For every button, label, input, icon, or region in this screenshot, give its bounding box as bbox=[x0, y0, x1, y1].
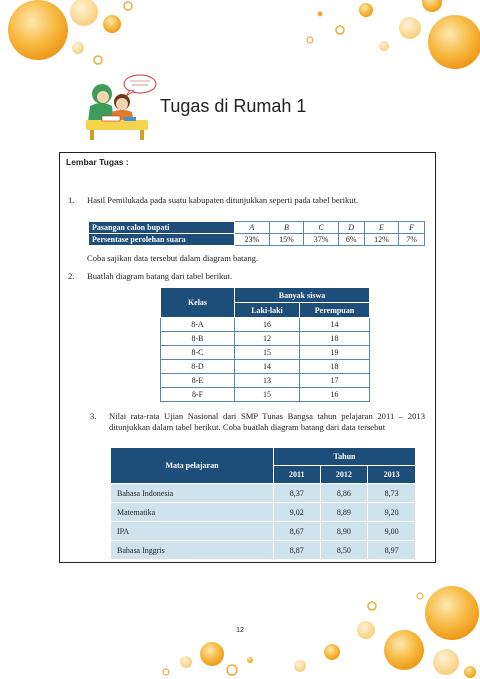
table-cell: 8-D bbox=[161, 360, 235, 374]
table-cell: IPA bbox=[111, 522, 274, 541]
task-sheet bbox=[59, 152, 436, 563]
table-row bbox=[89, 234, 425, 246]
table-cell: E bbox=[364, 222, 399, 234]
table-header: Pasangan calon bupati bbox=[89, 222, 235, 234]
bubble bbox=[318, 12, 323, 17]
table-cell: 17 bbox=[300, 374, 370, 388]
table-header: 2013 bbox=[368, 466, 416, 484]
election-table bbox=[88, 221, 425, 246]
table-cell: 9,20 bbox=[368, 503, 416, 522]
table-row bbox=[161, 346, 370, 360]
table-row bbox=[111, 448, 416, 466]
instruction-text: Coba sajikan data tersebut dalam diagram batang. bbox=[87, 253, 259, 263]
table-cell: A bbox=[235, 222, 270, 234]
table-cell: 13 bbox=[235, 374, 300, 388]
table-cell: 9,00 bbox=[368, 522, 416, 541]
task-label: Lembar Tugas : bbox=[66, 157, 129, 167]
table-cell: 18 bbox=[300, 360, 370, 374]
table-cell: D bbox=[338, 222, 364, 234]
table-header: Laki-laki bbox=[235, 303, 300, 318]
table-cell: 6% bbox=[338, 234, 364, 246]
bubble bbox=[384, 630, 424, 670]
table-row bbox=[111, 541, 416, 560]
table-cell: 8-A bbox=[161, 318, 235, 332]
table-cell: 9,02 bbox=[274, 503, 321, 522]
table-cell: 15 bbox=[235, 346, 300, 360]
table-row bbox=[111, 522, 416, 541]
bubble bbox=[368, 602, 376, 610]
table-cell: 8,89 bbox=[320, 503, 368, 522]
table-cell: F bbox=[399, 222, 425, 234]
table-cell: 14 bbox=[235, 360, 300, 374]
table-cell: 8,87 bbox=[274, 541, 321, 560]
question-number: 1. bbox=[68, 195, 75, 205]
question-text: Buatlah diagram batang dari tabel berikut. bbox=[87, 271, 233, 281]
bubble bbox=[399, 17, 421, 39]
bubble bbox=[247, 657, 253, 663]
table-cell: 15 bbox=[235, 388, 300, 402]
bubble bbox=[294, 660, 306, 672]
table-cell: Bahasa Indonesia bbox=[111, 484, 274, 503]
table-row bbox=[161, 360, 370, 374]
bubble bbox=[227, 665, 237, 675]
table-cell: C bbox=[304, 222, 339, 234]
bubble bbox=[103, 15, 121, 33]
table-cell: 8-C bbox=[161, 346, 235, 360]
table-cell: 8-E bbox=[161, 374, 235, 388]
table-cell: 16 bbox=[300, 388, 370, 402]
table-header: Kelas bbox=[161, 288, 235, 318]
bubble bbox=[94, 56, 102, 64]
bubble bbox=[417, 593, 423, 599]
table-cell: 19 bbox=[300, 346, 370, 360]
students-studying-illustration bbox=[80, 72, 164, 142]
table-cell: 8,67 bbox=[274, 522, 321, 541]
bubble bbox=[464, 666, 476, 678]
question-number: 3. bbox=[90, 411, 97, 421]
table-cell: 14 bbox=[300, 318, 370, 332]
table-cell: 37% bbox=[304, 234, 339, 246]
table-header: Tahun bbox=[274, 448, 416, 466]
table-cell: 8,90 bbox=[320, 522, 368, 541]
table-row bbox=[111, 484, 416, 503]
bubble bbox=[379, 41, 389, 51]
bubble bbox=[359, 3, 373, 17]
bubble bbox=[70, 0, 98, 26]
exam-scores-table bbox=[110, 447, 416, 560]
bubble bbox=[180, 656, 192, 668]
table-header: 2011 bbox=[274, 466, 321, 484]
table-cell: 16 bbox=[235, 318, 300, 332]
bubble bbox=[336, 26, 344, 34]
table-cell: 8,37 bbox=[274, 484, 321, 503]
table-header: Banyak siswa bbox=[235, 288, 370, 303]
table-header: Perempuan bbox=[300, 303, 370, 318]
table-row bbox=[161, 288, 370, 303]
table-row bbox=[89, 222, 425, 234]
class-students-table bbox=[160, 287, 370, 402]
question-text: Nilai rata-rata Ujian Nasional dari SMP Tunas Bangsa tahun pelajaran 2011 – 2013 ditunjukkan dalam tabel berikut. Coba buatlah diagram batang dari data tersebut bbox=[109, 411, 425, 432]
table-row bbox=[161, 332, 370, 346]
table-header: Mata pelajaran bbox=[111, 448, 274, 484]
table-cell: 8,97 bbox=[368, 541, 416, 560]
table-cell: 8,50 bbox=[320, 541, 368, 560]
table-cell: 23% bbox=[235, 234, 270, 246]
page-title: Tugas di Rumah 1 bbox=[160, 96, 307, 116]
table-cell: 8-F bbox=[161, 388, 235, 402]
bubble bbox=[433, 649, 459, 675]
bubble bbox=[307, 37, 313, 43]
table-cell: 12% bbox=[364, 234, 399, 246]
question-text: Hasil Pemilukada pada suatu kabupaten ditunjukkan seperti pada tabel berikut. bbox=[87, 195, 359, 205]
bubble bbox=[428, 15, 480, 69]
bubble bbox=[72, 42, 84, 54]
bubble bbox=[324, 644, 340, 660]
table-cell: 12 bbox=[235, 332, 300, 346]
table-cell: 18 bbox=[300, 332, 370, 346]
bubble bbox=[8, 0, 68, 60]
page-number: 12 bbox=[236, 627, 244, 634]
table-cell: Bahasa Inggris bbox=[111, 541, 274, 560]
table-header: Persentase perolehan suara bbox=[89, 234, 235, 246]
table-cell: 15% bbox=[269, 234, 304, 246]
bubble bbox=[124, 2, 132, 10]
bubble bbox=[163, 669, 169, 675]
table-cell: B bbox=[269, 222, 304, 234]
table-cell: 7% bbox=[399, 234, 425, 246]
table-header: 2012 bbox=[320, 466, 368, 484]
table-row bbox=[161, 374, 370, 388]
question-number: 2. bbox=[68, 271, 75, 281]
bubble bbox=[200, 642, 224, 666]
table-cell: 8,73 bbox=[368, 484, 416, 503]
table-row bbox=[161, 388, 370, 402]
table-row bbox=[111, 503, 416, 522]
bubble bbox=[422, 0, 442, 12]
table-row bbox=[161, 318, 370, 332]
table-cell: 8,86 bbox=[320, 484, 368, 503]
table-cell: 8-B bbox=[161, 332, 235, 346]
table-cell: Matematika bbox=[111, 503, 274, 522]
